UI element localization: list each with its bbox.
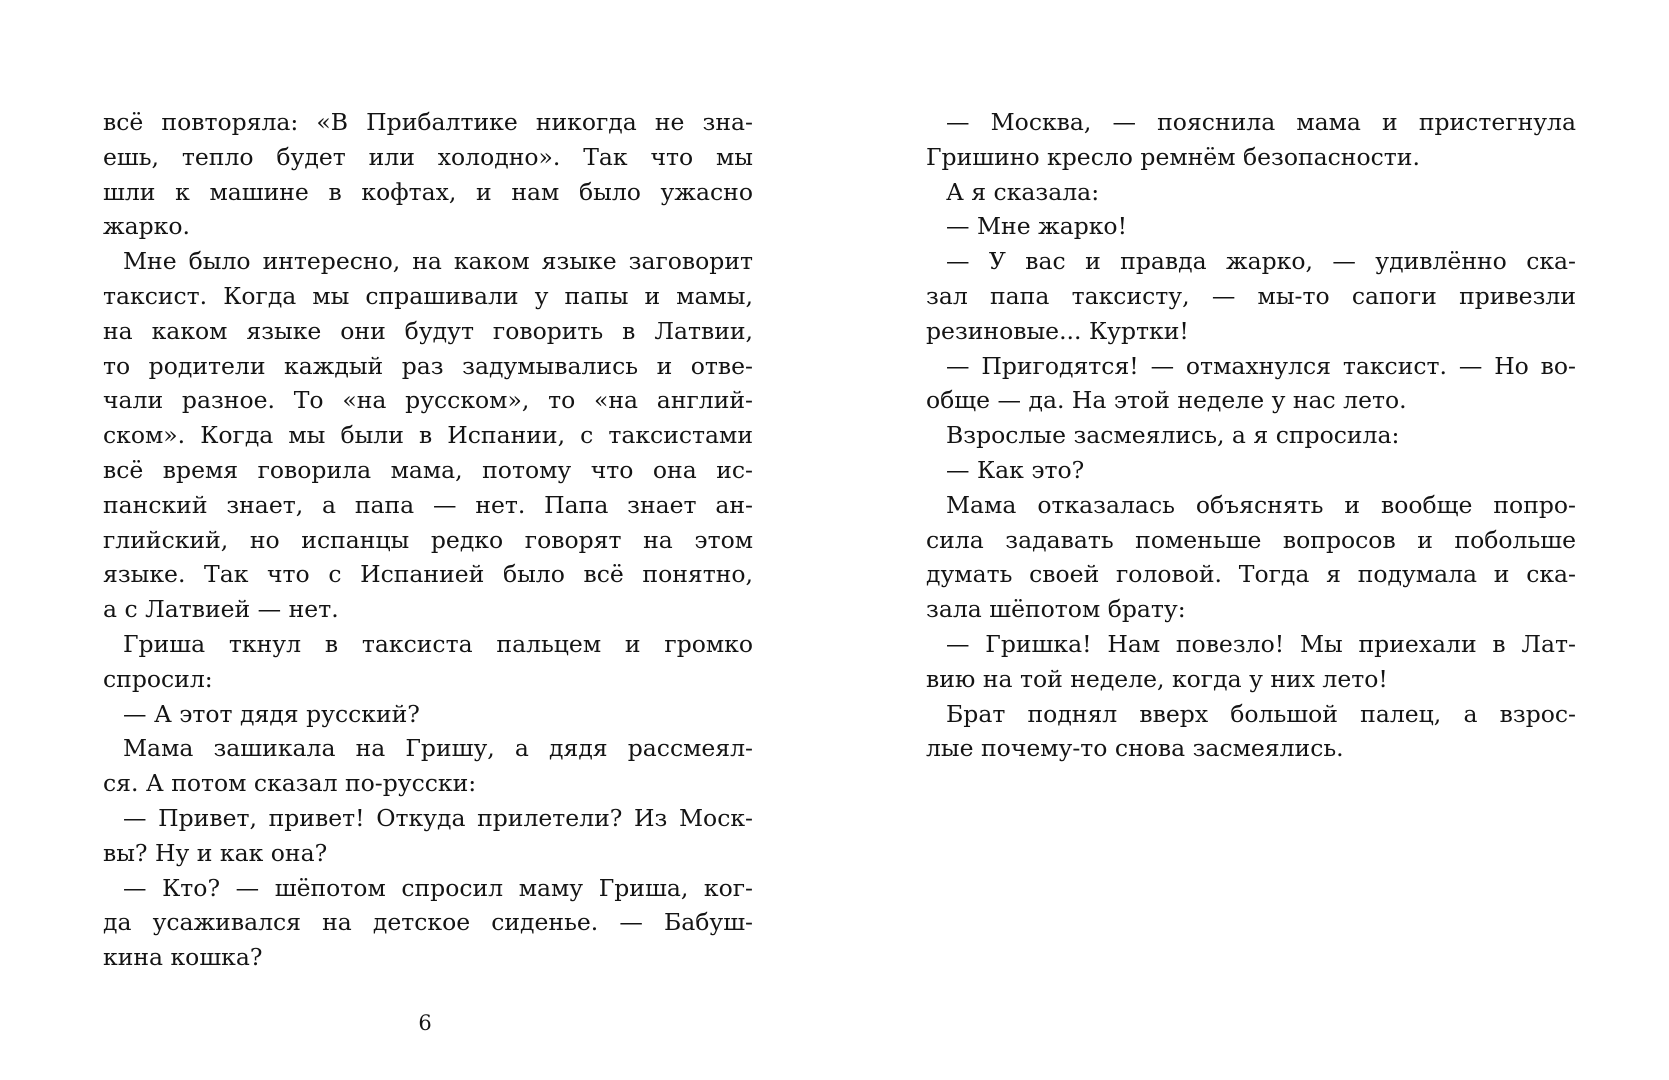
text-line: Брат поднял вверх большой палец, а взрос- (946, 699, 1576, 728)
text-line: — Привет, привет! Откуда прилетели? Из Моск- (123, 803, 753, 832)
text-line: Гриша ткнул в таксиста пальцем и громко (123, 629, 753, 658)
text-line: чали разное. То «на русском», то «на англий- (103, 386, 753, 415)
text-line: резиновые... Куртки! (926, 316, 1189, 345)
text-line: а с Латвией — нет. (103, 595, 339, 624)
text-line: спросил: (103, 664, 213, 693)
text-line: языке. Так что с Испанией было всё понятно, (103, 560, 753, 589)
text-line: — Москва, — пояснила мама и пристегнула (946, 108, 1576, 136)
text-line: зала шёпотом брату: (926, 595, 1186, 624)
text-line: — У вас и правда жарко, — удивлённо ска- (946, 247, 1576, 276)
left-page-text-column (103, 105, 753, 975)
text-line: ся. А потом сказал по-русски: (103, 769, 477, 798)
text-line: — Мне жарко! (946, 212, 1128, 241)
page-number: 6 (418, 1011, 432, 1035)
text-line: думать своей головой. Тогда я подумала и ска- (926, 560, 1576, 589)
text-line: ском». Когда мы были в Испании, с таксистами (103, 421, 753, 450)
text-line: лые почему-то снова засмеялись. (926, 734, 1344, 763)
text-line: вы? Ну и как она? (103, 838, 328, 867)
text-line: да усаживался на детское сиденье. — Бабуш- (103, 908, 753, 937)
text-line: Взрослые засмеялись, а я спросила: (946, 421, 1400, 450)
text-line: таксист. Когда мы спрашивали у папы и мамы, (103, 281, 753, 310)
text-line: кина кошка? (103, 943, 263, 972)
text-line: шли к машине в кофтах, и нам было ужасно (103, 177, 753, 206)
text-line: зал папа таксисту, — мы-то сапоги привезли (926, 281, 1576, 310)
text-line: Мама отказалась объяснять и вообще попро- (946, 490, 1576, 519)
text-line: жарко. (103, 212, 190, 241)
text-line: на каком языке они будут говорить в Латвии, (103, 316, 753, 345)
left-page (0, 0, 834, 1080)
text-line: всё повторяла: «В Прибалтике никогда не зна- (103, 108, 753, 136)
text-line: ешь, тепло будет или холодно». Так что мы (103, 142, 753, 171)
text-line: обще — да. На этой неделе у нас лето. (926, 386, 1407, 415)
right-page (834, 0, 1669, 1080)
text-line: панский знает, а папа — нет. Папа знает ан- (103, 490, 753, 519)
text-line: всё время говорила мама, потому что она ис- (103, 455, 753, 484)
text-line: Мама зашикала на Гришу, а дядя рассмеял- (123, 734, 753, 763)
text-line: — Гришка! Нам повезло! Мы приехали в Лат- (946, 629, 1576, 658)
text-line: Мне было интересно, на каком языке заговорит (123, 247, 753, 276)
text-line: — Как это? (946, 455, 1085, 484)
text-line: сила задавать поменьше вопросов и побольше (926, 525, 1576, 554)
text-line: вию на той неделе, когда у них лето! (926, 664, 1388, 693)
text-line: — Пригодятся! — отмахнулся таксист. — Но во- (946, 351, 1576, 380)
text-line: — А этот дядя русский? (123, 699, 420, 728)
text-line: то родители каждый раз задумывались и отве- (103, 351, 753, 380)
text-line: глийский, но испанцы редко говорят на этом (103, 525, 753, 554)
text-line: А я сказала: (946, 177, 1100, 206)
right-page-text-column (926, 105, 1576, 766)
text-line: — Кто? — шёпотом спросил маму Гриша, ког- (123, 873, 753, 902)
text-line: Гришино кресло ремнём безопасности. (926, 142, 1420, 171)
